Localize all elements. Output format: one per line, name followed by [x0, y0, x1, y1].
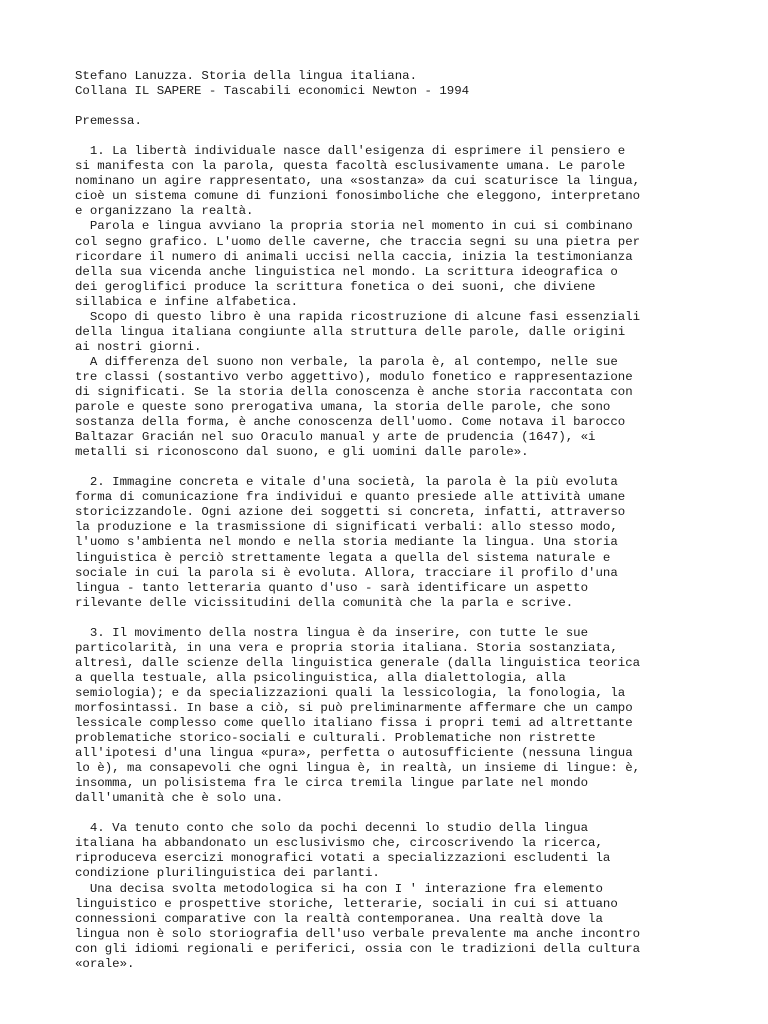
text-line: 2. Immagine concreta e vitale d'una società, la parola è la più evoluta	[75, 475, 618, 490]
text-line: l'uomo s'ambienta nel mondo e nella storia mediante la lingua. Una storia	[75, 535, 618, 550]
paragraph-3	[75, 626, 755, 807]
text-line: dall'umanità che è solo una.	[75, 791, 284, 806]
text-line: particolarità, in una vera e propria storia italiana. Storia sostanziata,	[75, 640, 618, 655]
text-line: lingua - tanto letteraria quanto d'uso - sarà identificare un aspetto	[75, 580, 589, 595]
text-line: metalli si riconoscono dal suono, e gli uomini dalle parole».	[75, 445, 529, 460]
text-line: dei geroglifici produce la scrittura fonetica o dei suoni, che diviene	[75, 279, 596, 294]
text-line: morfosintassi. In base a ciò, si può preliminarmente affermare che un campo	[75, 700, 633, 715]
document-page	[75, 69, 755, 972]
text-line: lessicale complesso come quello italiano fissa i propri temi ad altrettante	[75, 716, 633, 731]
text-line: Una decisa svolta metodologica si ha con I ' interazione fra elemento	[75, 881, 603, 896]
paragraph-4	[75, 821, 755, 971]
text-line: A differenza del suono non verbale, la parola è, al contempo, nelle sue	[75, 354, 618, 369]
text-line: linguistico e prospettive storiche, letterarie, sociali in cui si attuano	[75, 896, 618, 911]
text-line: 3. Il movimento della nostra lingua è da inserire, con tutte le sue	[75, 625, 589, 640]
spacer	[75, 99, 755, 114]
text-line: ricordare il numero di animali uccisi nella caccia, inizia la testimonianza	[75, 249, 633, 264]
text-line: parole e queste sono prerogativa umana, la storia delle parole, che sono	[75, 400, 611, 415]
header-author-title: Stefano Lanuzza. Storia della lingua italiana.	[75, 69, 418, 83]
text-line: semiologia); e da specializzazioni quali la lessicologia, la fonologia, la	[75, 685, 626, 700]
text-line: della lingua italiana congiunte alla struttura delle parole, dalle origini	[75, 324, 626, 339]
text-line: altresì, dalle scienze della linguistica generale (dalla linguistica teorica	[75, 655, 641, 670]
section-title: Premessa.	[75, 114, 142, 129]
text-line: problematiche storico-sociali e culturali. Problematiche non ristrette	[75, 731, 596, 746]
text-line: lo è), ma consapevoli che ogni lingua è, in realtà, un insieme di lingue: è,	[75, 761, 641, 776]
text-line: con gli idiomi regionali e periferici, ossia con le tradizioni della cultura	[75, 941, 641, 956]
text-line: sillabica e infine alfabetica.	[75, 294, 299, 309]
text-line: Parola e lingua avviano la propria storia nel momento in cui si combinano	[75, 219, 633, 234]
text-line: a quella testuale, alla psicolinguistica, alla dialettologia, alla	[75, 670, 566, 685]
text-line: Scopo di questo libro è una rapida ricostruzione di alcune fasi essenziali	[75, 309, 641, 324]
spacer	[75, 460, 755, 475]
text-line: riproduceva esercizi monografici votati a specializzazioni escludenti la	[75, 851, 611, 866]
spacer	[75, 806, 755, 821]
text-line: si manifesta con la parola, questa facoltà esclusivamente umana. Le parole	[75, 159, 626, 174]
text-line: forma di comunicazione fra individui e quanto presiede alle attività umane	[75, 490, 626, 505]
text-line: Baltazar Gracián nel suo Oraculo manual y arte de prudencia (1647), «i	[75, 430, 596, 445]
text-line: lingua non è solo storiografia dell'uso verbale prevalente ma anche incontro	[75, 926, 641, 941]
text-line: ai nostri giorni.	[75, 339, 202, 354]
text-line: 4. Va tenuto conto che solo da pochi decenni lo studio della lingua	[75, 821, 589, 836]
text-line: storicizzandole. Ogni azione dei soggetti si concreta, infatti, attraverso	[75, 505, 626, 520]
text-line: della sua vicenda anche linguistica nel mondo. La scrittura ideografica o	[75, 264, 618, 279]
text-line: «orale».	[75, 956, 135, 971]
text-line: linguistica è perciò strettamente legata a quella del sistema naturale e	[75, 550, 611, 565]
text-line: di significati. Se la storia della conoscenza è anche storia raccontata con	[75, 384, 633, 399]
text-line: 1. La libertà individuale nasce dall'esigenza di esprimere il pensiero e	[75, 144, 626, 159]
paragraph-1	[75, 144, 755, 460]
text-line: rilevante delle vicissitudini della comunità che la parla e scrive.	[75, 595, 574, 610]
spacer	[75, 129, 755, 144]
text-line: tre classi (sostantivo verbo aggettivo), modulo fonetico e rappresentazione	[75, 369, 633, 384]
spacer	[75, 611, 755, 626]
text-line: all'ipotesi d'una lingua «pura», perfetta o autosufficiente (nessuna lingua	[75, 746, 633, 761]
text-line: e organizzano la realtà.	[75, 204, 254, 219]
text-line: connessioni comparative con la realtà contemporanea. Una realtà dove la	[75, 911, 603, 926]
text-line: sociale in cui la parola si è evoluta. Allora, tracciare il profilo d'una	[75, 565, 618, 580]
text-line: la produzione e la trasmissione di significati verbali: allo stesso modo,	[75, 520, 618, 535]
text-line: condizione plurilinguistica dei parlanti.	[75, 866, 380, 881]
text-line: cioè un sistema comune di funzioni fonosimboliche che eleggono, interpretano	[75, 189, 641, 204]
header-series: Collana IL SAPERE - Tascabili economici Newton - 1994	[75, 84, 470, 99]
text-line: nominano un agire rappresentato, una «sostanza» da cui scaturisce la lingua,	[75, 174, 641, 189]
paragraph-2	[75, 475, 755, 610]
text-line: sostanza della forma, è anche conoscenza dell'uomo. Come notava il barocco	[75, 415, 626, 430]
text-line: col segno grafico. L'uomo delle caverne, che traccia segni su una pietra per	[75, 234, 641, 249]
text-line: insomma, un polisistema fra le circa tremila lingue parlate nel mondo	[75, 776, 589, 791]
text-line: italiana ha abbandonato un esclusivismo che, circoscrivendo la ricerca,	[75, 836, 603, 851]
